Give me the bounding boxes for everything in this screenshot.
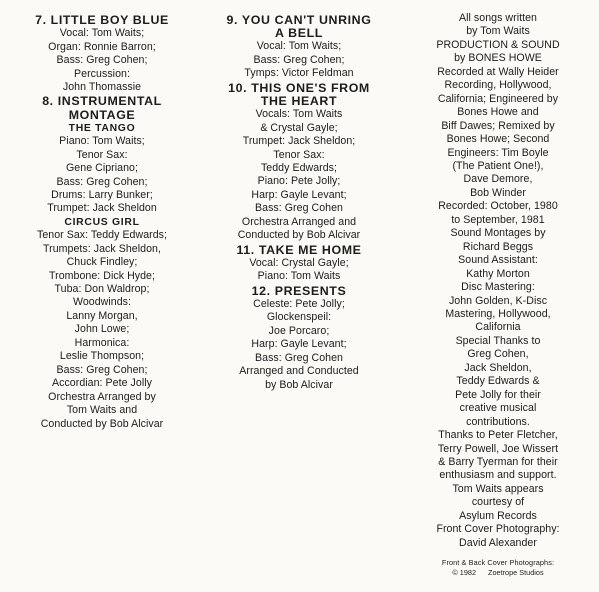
credit-line: creative musical	[459, 402, 537, 415]
credit-line: & Crystal Gayle;	[260, 121, 338, 134]
credit-line: Organ: Ronnie Barron;	[48, 40, 156, 53]
credit-line: Pete Jolly for their	[455, 388, 541, 401]
copyright-holder: Zoetrope Studios	[488, 567, 544, 577]
credit-line: Conducted by Bob Alcivar	[237, 229, 361, 242]
credit-line: Harmonica:	[74, 336, 130, 349]
credit-line: Recorded: October, 1980	[438, 200, 558, 213]
credit-line: Bass: Greg Cohen;	[56, 175, 148, 188]
credit-line: Celeste: Pete Jolly;	[253, 298, 345, 311]
credit-line: Chuck Findley;	[66, 256, 138, 269]
credit-line: Tenor Sax: Teddy Edwards;	[36, 229, 167, 242]
credit-line: Dave Demore,	[463, 173, 533, 186]
credit-line: Vocal: Tom Waits;	[256, 40, 342, 53]
credits-column-1	[4, 14, 200, 431]
credit-line: Woodwinds:	[72, 296, 131, 309]
credit-line: California	[475, 321, 521, 334]
credit-line: Tuba: Don Waldrop;	[54, 283, 150, 295]
credit-line: Thanks to Peter Fletcher,	[438, 429, 558, 442]
credit-line: Engineers: Tim Boyle	[447, 146, 549, 159]
credit-line: Special Thanks to	[455, 334, 541, 347]
credits-column-2	[205, 14, 393, 392]
credit-line: Trumpets: Jack Sheldon,	[43, 242, 161, 255]
credit-line: Piano: Tom Waits	[257, 270, 341, 283]
credit-line: Vocal: Tom Waits;	[59, 27, 145, 40]
track-title-9-cont: A BELL	[275, 26, 323, 41]
credit-line: David Alexander	[459, 536, 537, 549]
copyright-line	[400, 568, 596, 578]
credit-line: (The Patient One!),	[452, 159, 544, 172]
copyright-year: © 1982	[452, 567, 477, 577]
credit-line: Teddy Edwards;	[260, 161, 338, 174]
credit-line: Piano: Pete Jolly;	[257, 175, 341, 188]
credit-line: Joe Porcaro;	[268, 324, 330, 337]
credit-line: Tom Waits and	[66, 404, 138, 417]
track-title-11: 11. TAKE ME HOME	[236, 242, 362, 257]
credit-line: enthusiasm and support.	[439, 469, 557, 482]
credit-line: Recorded at Wally Heider	[437, 65, 559, 78]
track-title-12: 12. PRESENTS	[251, 283, 347, 298]
credit-line: Bass: Greg Cohen;	[56, 54, 148, 67]
credit-line: Tom Waits appears	[452, 482, 544, 495]
credit-line: Gene Cipriano;	[66, 162, 138, 175]
credit-line: Tymps: Victor Feldman	[244, 67, 354, 80]
credit-line: Vocals: Tom Waits	[255, 108, 343, 121]
credit-line: & Barry Tyerman for their	[438, 455, 558, 468]
credit-line: Bass: Greg Cohen	[255, 202, 343, 215]
credit-line: Asylum Records	[459, 509, 537, 522]
credit-line: Trumpet: Jack Sheldon	[47, 202, 157, 215]
credit-line: Bass: Greg Cohen;	[253, 53, 345, 66]
credit-line: Jack Sheldon,	[464, 361, 532, 374]
credit-line: Greg Cohen,	[467, 348, 529, 361]
subsection-title-tango: THE TANGO	[68, 122, 136, 134]
photo-credit-small: Front & Back Cover Photographs:	[441, 558, 555, 568]
credit-line: Leslie Thompson;	[59, 350, 145, 363]
subsection-title-circus-girl: CIRCUS GIRL	[64, 216, 140, 228]
credit-line: Harp: Gayle Levant;	[251, 188, 347, 201]
track-title-8: 8. INSTRUMENTAL	[42, 94, 162, 109]
track-title-9: 9. YOU CAN'T UNRING	[226, 13, 372, 27]
credit-line: Percussion:	[74, 67, 130, 80]
credit-line: John Thomassie	[62, 81, 142, 94]
credit-line: Disc Mastering:	[461, 281, 535, 294]
credit-line: Vocal: Crystal Gayle;	[249, 256, 349, 269]
credit-line: Lanny Morgan,	[66, 309, 138, 322]
credit-line: Bones Howe; Second	[446, 133, 550, 146]
credit-line: John Lowe;	[74, 323, 130, 336]
credit-line: by BONES HOWE	[454, 52, 542, 65]
credit-line: Harp: Gayle Levant;	[251, 338, 347, 351]
credit-line: PRODUCTION & SOUND	[436, 38, 560, 51]
credit-line: Kathy Morton	[466, 267, 530, 280]
credit-line: courtesy of	[471, 496, 525, 509]
track-title-10-cont: THE HEART	[260, 93, 338, 108]
credit-line: Mastering, Hollywood,	[445, 307, 551, 320]
credit-line: Biff Dawes; Remixed by	[441, 119, 555, 132]
credit-line: All songs written	[459, 12, 537, 24]
credit-line: Tenor Sax:	[273, 148, 325, 161]
credit-line: California; Engineered by	[437, 92, 559, 105]
credit-line: Accordian: Pete Jolly	[52, 377, 152, 390]
credit-line: by Tom Waits	[466, 25, 530, 38]
track-title-7: 7. LITTLE BOY BLUE	[35, 13, 169, 27]
credit-line: contributions.	[466, 415, 530, 428]
credit-line: Arranged and Conducted	[239, 365, 359, 378]
credit-line: Conducted by Bob Alcivar	[40, 417, 164, 430]
credit-line: Sound Montages by	[450, 227, 546, 240]
credit-line: Orchestra Arranged by	[48, 390, 156, 403]
credit-line: Trombone: Dick Hyde;	[49, 269, 155, 282]
credit-line: Front Cover Photography:	[436, 523, 560, 536]
credit-line: Sound Assistant:	[458, 254, 538, 267]
credit-line: Trumpet: Jack Sheldon;	[242, 135, 356, 148]
credit-line: Glockenspeil:	[266, 311, 332, 324]
credit-line: Bob Winder	[470, 186, 526, 199]
credit-line: John Golden, K-Disc	[448, 294, 548, 307]
credit-line: to September, 1981	[451, 213, 545, 226]
credit-line: by Bob Alcivar	[265, 378, 333, 391]
track-title-8-cont: MONTAGE	[68, 107, 136, 122]
credit-line: Drums: Larry Bunker;	[51, 188, 153, 201]
credit-line: Bones Howe and	[457, 106, 539, 119]
track-title-10: 10. THIS ONE'S FROM	[228, 80, 370, 95]
credit-line: Tenor Sax:	[76, 148, 128, 161]
credit-line: Bass: Greg Cohen	[255, 351, 343, 364]
credit-line: Richard Beggs	[462, 240, 534, 253]
credit-line: Recording, Hollywood,	[444, 79, 552, 92]
credit-line: Bass: Greg Cohen;	[56, 363, 148, 376]
credit-line: Teddy Edwards &	[456, 375, 540, 388]
credit-line: Orchestra Arranged and	[241, 215, 357, 228]
credit-line: Piano: Tom Waits;	[59, 135, 145, 148]
credit-line: Terry Powell, Joe Wissert	[437, 442, 559, 455]
credits-column-3	[400, 12, 596, 577]
